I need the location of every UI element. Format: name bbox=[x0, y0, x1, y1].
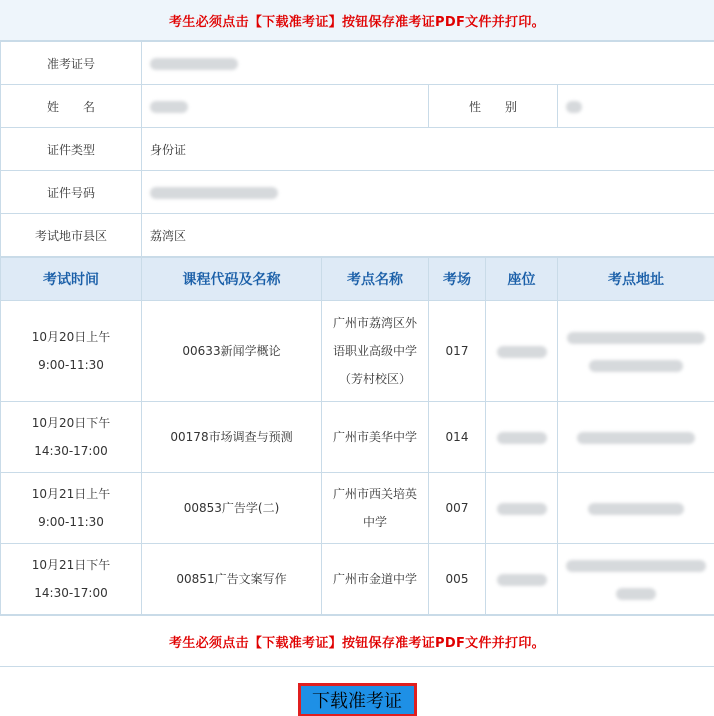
course-cell: 00851广告文案写作 bbox=[142, 544, 322, 615]
gender-value bbox=[558, 85, 714, 128]
exam-district-row bbox=[1, 214, 714, 257]
course-cell: 00853广告学(二) bbox=[142, 473, 322, 544]
id-type-row bbox=[1, 128, 714, 171]
exam-site-cell: 广州市美华中学 bbox=[322, 402, 429, 473]
course-cell: 00633新闻学概论 bbox=[142, 301, 322, 402]
id-number-value bbox=[142, 171, 714, 214]
id-type-value: 身份证 bbox=[142, 128, 714, 171]
download-area bbox=[0, 667, 714, 716]
header-seat: 座位 bbox=[486, 258, 558, 301]
exam-district-label: 考试地市县区 bbox=[1, 214, 142, 257]
room-cell: 017 bbox=[429, 301, 486, 402]
header-exam-time: 考试时间 bbox=[1, 258, 142, 301]
name-gender-row bbox=[1, 85, 714, 128]
room-cell: 005 bbox=[429, 544, 486, 615]
exam-schedule-table bbox=[0, 257, 714, 615]
course-cell: 00178市场调查与预测 bbox=[142, 402, 322, 473]
address-cell bbox=[558, 301, 714, 402]
room-cell: 014 bbox=[429, 402, 486, 473]
exam-time-cell: 10月20日上午 9:00-11:30 bbox=[1, 301, 142, 402]
seat-cell bbox=[486, 544, 558, 615]
ticket-number-row bbox=[1, 42, 714, 85]
room-cell: 007 bbox=[429, 473, 486, 544]
schedule-header-row bbox=[1, 258, 714, 301]
ticket-number-value bbox=[142, 42, 714, 85]
seat-cell bbox=[486, 402, 558, 473]
name-label: 姓 名 bbox=[1, 85, 142, 128]
seat-cell bbox=[486, 301, 558, 402]
header-room: 考场 bbox=[429, 258, 486, 301]
exam-time-cell: 10月21日下午 14:30-17:00 bbox=[1, 544, 142, 615]
download-ticket-button[interactable]: 下载准考证 bbox=[298, 683, 417, 716]
header-course: 课程代码及名称 bbox=[142, 258, 322, 301]
exam-site-cell: 广州市金道中学 bbox=[322, 544, 429, 615]
notice-top: 考生必须点击【下载准考证】按钮保存准考证PDF文件并打印。 bbox=[0, 0, 714, 41]
notice-bottom: 考生必须点击【下载准考证】按钮保存准考证PDF文件并打印。 bbox=[0, 615, 714, 667]
id-number-label: 证件号码 bbox=[1, 171, 142, 214]
address-cell bbox=[558, 473, 714, 544]
exam-time-cell: 10月20日下午 14:30-17:00 bbox=[1, 402, 142, 473]
header-exam-site: 考点名称 bbox=[322, 258, 429, 301]
id-number-row bbox=[1, 171, 714, 214]
candidate-info-table bbox=[0, 41, 714, 257]
id-type-label: 证件类型 bbox=[1, 128, 142, 171]
exam-site-cell: 广州市西关培英中学 bbox=[322, 473, 429, 544]
header-address: 考点地址 bbox=[558, 258, 714, 301]
exam-time-cell: 10月21日上午 9:00-11:30 bbox=[1, 473, 142, 544]
name-value bbox=[142, 85, 429, 128]
exam-district-value: 荔湾区 bbox=[142, 214, 714, 257]
ticket-number-label: 准考证号 bbox=[1, 42, 142, 85]
table-row bbox=[1, 301, 714, 402]
gender-label: 性 别 bbox=[429, 85, 558, 128]
table-row bbox=[1, 544, 714, 615]
table-row bbox=[1, 473, 714, 544]
address-cell bbox=[558, 402, 714, 473]
address-cell bbox=[558, 544, 714, 615]
exam-site-cell: 广州市荔湾区外语职业高级中学（芳村校区） bbox=[322, 301, 429, 402]
seat-cell bbox=[486, 473, 558, 544]
table-row bbox=[1, 402, 714, 473]
